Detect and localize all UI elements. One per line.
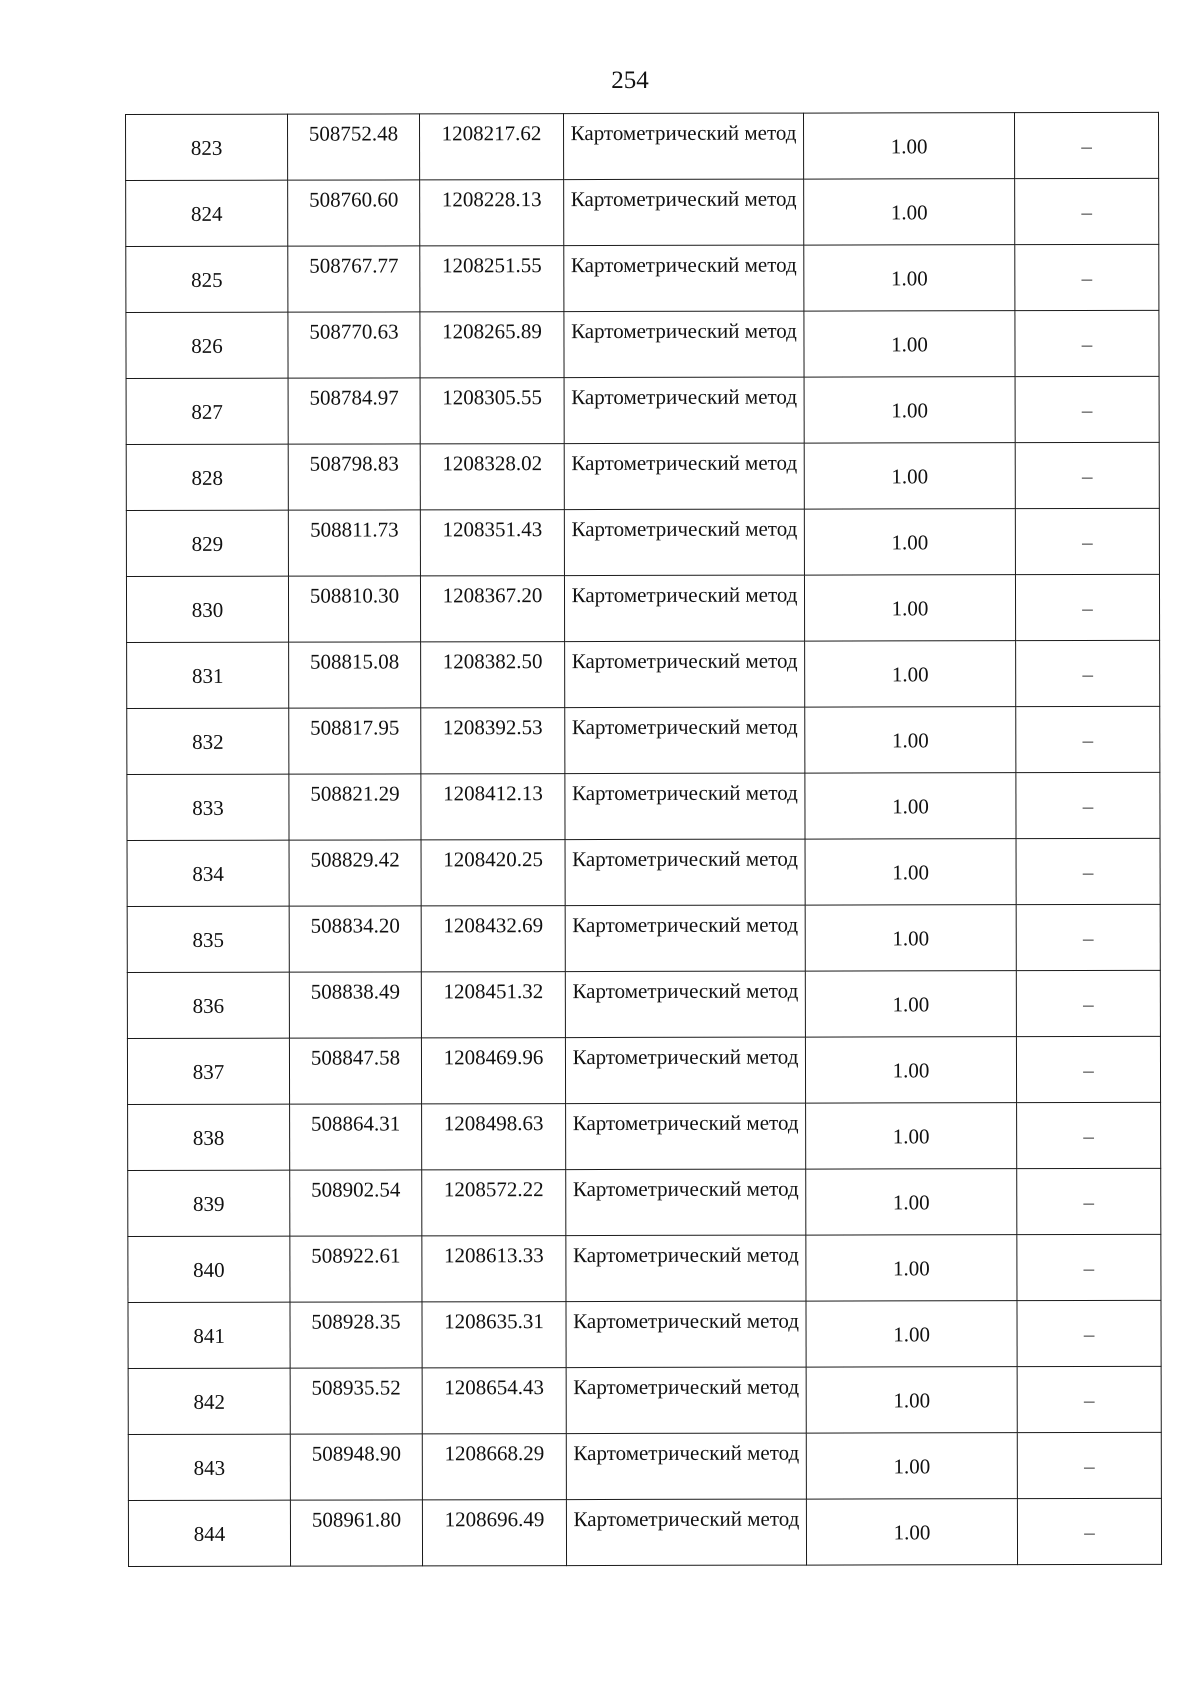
y-coordinate-cell: 1208251.55	[420, 246, 564, 312]
y-coordinate-cell: 1208613.33	[422, 1236, 566, 1302]
point-number-cell: 825	[126, 246, 288, 312]
note-cell: –	[1017, 1498, 1161, 1564]
y-coordinate-cell: 1208265.89	[420, 312, 564, 378]
point-number-cell: 830	[126, 576, 288, 642]
point-number-cell: 841	[128, 1302, 290, 1368]
method-cell: Картометрический метод	[565, 707, 805, 774]
note-cell: –	[1016, 772, 1160, 838]
note-cell: –	[1015, 244, 1159, 310]
point-number-cell: 835	[127, 906, 289, 972]
note-cell: –	[1015, 178, 1159, 244]
table-row	[126, 112, 1159, 180]
table-row	[128, 1498, 1161, 1566]
x-coordinate-cell: 508902.54	[290, 1170, 422, 1236]
x-coordinate-cell: 508760.60	[288, 180, 420, 246]
x-coordinate-cell: 508811.73	[288, 510, 420, 576]
y-coordinate-cell: 1208420.25	[421, 840, 565, 906]
method-cell: Картометрический метод	[566, 1301, 806, 1368]
x-coordinate-cell: 508922.61	[290, 1236, 422, 1302]
y-coordinate-cell: 1208635.31	[422, 1302, 566, 1368]
point-number-cell: 836	[127, 972, 289, 1038]
point-number-cell: 823	[126, 114, 288, 180]
accuracy-cell: 1.00	[805, 707, 1016, 773]
x-coordinate-cell: 508838.49	[289, 972, 421, 1038]
point-number-cell: 829	[126, 510, 288, 576]
accuracy-cell: 1.00	[804, 377, 1015, 443]
table-row	[128, 1300, 1161, 1368]
point-number-cell: 833	[127, 774, 289, 840]
note-cell: –	[1017, 1366, 1161, 1432]
y-coordinate-cell: 1208654.43	[422, 1368, 566, 1434]
method-cell: Картометрический метод	[564, 179, 804, 246]
page-number: 254	[611, 67, 649, 94]
y-coordinate-cell: 1208572.22	[422, 1170, 566, 1236]
accuracy-cell: 1.00	[805, 773, 1016, 839]
y-coordinate-cell: 1208432.69	[421, 906, 565, 972]
note-cell: –	[1016, 904, 1160, 970]
note-cell: –	[1014, 112, 1158, 178]
point-number-cell: 837	[127, 1038, 289, 1104]
table-row	[126, 442, 1159, 510]
method-cell: Картометрический метод	[564, 113, 804, 180]
y-coordinate-cell: 1208392.53	[421, 708, 565, 774]
point-number-cell: 842	[128, 1368, 290, 1434]
note-cell: –	[1016, 838, 1160, 904]
y-coordinate-cell: 1208228.13	[420, 180, 564, 246]
accuracy-cell: 1.00	[805, 1037, 1016, 1103]
point-number-cell: 843	[128, 1434, 290, 1500]
note-cell: –	[1015, 310, 1159, 376]
accuracy-cell: 1.00	[804, 443, 1015, 509]
y-coordinate-cell: 1208451.32	[421, 972, 565, 1038]
accuracy-cell: 1.00	[805, 839, 1016, 905]
x-coordinate-cell: 508948.90	[290, 1434, 422, 1500]
method-cell: Картометрический метод	[565, 773, 805, 840]
x-coordinate-cell: 508928.35	[290, 1302, 422, 1368]
method-cell: Картометрический метод	[566, 1235, 806, 1302]
x-coordinate-cell: 508784.97	[288, 378, 420, 444]
method-cell: Картометрический метод	[564, 509, 804, 576]
y-coordinate-cell: 1208367.20	[420, 576, 564, 642]
table-row	[126, 574, 1159, 642]
accuracy-cell: 1.00	[804, 575, 1015, 641]
table-row	[128, 1102, 1161, 1170]
y-coordinate-cell: 1208382.50	[421, 642, 565, 708]
table-row	[127, 904, 1160, 972]
table-row	[127, 838, 1160, 906]
accuracy-cell: 1.00	[806, 1103, 1017, 1169]
x-coordinate-cell: 508752.48	[288, 114, 420, 180]
accuracy-cell: 1.00	[806, 1367, 1017, 1433]
y-coordinate-cell: 1208217.62	[420, 114, 564, 180]
x-coordinate-cell: 508767.77	[288, 246, 420, 312]
accuracy-cell: 1.00	[804, 311, 1015, 377]
table-row	[128, 1168, 1161, 1236]
note-cell: –	[1015, 574, 1159, 640]
note-cell: –	[1017, 1300, 1161, 1366]
table-row	[128, 1234, 1161, 1302]
table-row	[128, 1432, 1161, 1500]
accuracy-cell: 1.00	[803, 113, 1014, 179]
x-coordinate-cell: 508829.42	[289, 840, 421, 906]
method-cell: Картометрический метод	[564, 443, 804, 510]
method-cell: Картометрический метод	[564, 245, 804, 312]
note-cell: –	[1017, 1168, 1161, 1234]
x-coordinate-cell: 508798.83	[288, 444, 420, 510]
point-number-cell: 828	[126, 444, 288, 510]
table-row	[127, 970, 1160, 1038]
method-cell: Картометрический метод	[566, 1367, 806, 1434]
x-coordinate-cell: 508821.29	[289, 774, 421, 840]
table-row	[128, 1366, 1161, 1434]
table-row	[127, 706, 1160, 774]
point-number-cell: 839	[128, 1170, 290, 1236]
table-row	[126, 244, 1159, 312]
point-number-cell: 832	[127, 708, 289, 774]
y-coordinate-cell: 1208328.02	[420, 444, 564, 510]
table-row	[126, 310, 1159, 378]
x-coordinate-cell: 508935.52	[290, 1368, 422, 1434]
accuracy-cell: 1.00	[805, 905, 1016, 971]
note-cell: –	[1017, 1102, 1161, 1168]
accuracy-cell: 1.00	[805, 971, 1016, 1037]
method-cell: Картометрический метод	[566, 1433, 806, 1500]
note-cell: –	[1016, 706, 1160, 772]
x-coordinate-cell: 508770.63	[288, 312, 420, 378]
accuracy-cell: 1.00	[804, 509, 1015, 575]
y-coordinate-cell: 1208498.63	[422, 1104, 566, 1170]
note-cell: –	[1017, 1432, 1161, 1498]
point-number-cell: 834	[127, 840, 289, 906]
y-coordinate-cell: 1208412.13	[421, 774, 565, 840]
method-cell: Картометрический метод	[566, 1103, 806, 1170]
x-coordinate-cell: 508815.08	[289, 642, 421, 708]
note-cell: –	[1015, 508, 1159, 574]
table-row	[127, 640, 1160, 708]
x-coordinate-cell: 508810.30	[288, 576, 420, 642]
coordinates-table	[125, 112, 1162, 1567]
note-cell: –	[1017, 1234, 1161, 1300]
method-cell: Картометрический метод	[566, 1499, 806, 1566]
note-cell: –	[1016, 1036, 1160, 1102]
y-coordinate-cell: 1208351.43	[420, 510, 564, 576]
x-coordinate-cell: 508864.31	[290, 1104, 422, 1170]
point-number-cell: 838	[128, 1104, 290, 1170]
point-number-cell: 827	[126, 378, 288, 444]
x-coordinate-cell: 508961.80	[290, 1500, 422, 1566]
x-coordinate-cell: 508847.58	[289, 1038, 421, 1104]
accuracy-cell: 1.00	[806, 1235, 1017, 1301]
accuracy-cell: 1.00	[804, 245, 1015, 311]
method-cell: Картометрический метод	[565, 1037, 805, 1104]
accuracy-cell: 1.00	[805, 641, 1016, 707]
table-row	[126, 508, 1159, 576]
y-coordinate-cell: 1208305.55	[420, 378, 564, 444]
method-cell: Картометрический метод	[566, 1169, 806, 1236]
y-coordinate-cell: 1208668.29	[422, 1434, 566, 1500]
point-number-cell: 826	[126, 312, 288, 378]
y-coordinate-cell: 1208696.49	[422, 1500, 566, 1566]
x-coordinate-cell: 508834.20	[289, 906, 421, 972]
note-cell: –	[1015, 376, 1159, 442]
accuracy-cell: 1.00	[806, 1499, 1017, 1565]
accuracy-cell: 1.00	[806, 1169, 1017, 1235]
note-cell: –	[1016, 970, 1160, 1036]
note-cell: –	[1015, 442, 1159, 508]
accuracy-cell: 1.00	[804, 179, 1015, 245]
method-cell: Картометрический метод	[565, 641, 805, 708]
accuracy-cell: 1.00	[806, 1301, 1017, 1367]
method-cell: Картометрический метод	[564, 575, 804, 642]
y-coordinate-cell: 1208469.96	[421, 1038, 565, 1104]
point-number-cell: 831	[127, 642, 289, 708]
note-cell: –	[1016, 640, 1160, 706]
table-row	[127, 1036, 1160, 1104]
method-cell: Картометрический метод	[565, 971, 805, 1038]
method-cell: Картометрический метод	[564, 377, 804, 444]
method-cell: Картометрический метод	[565, 839, 805, 906]
table-row	[126, 178, 1159, 246]
point-number-cell: 824	[126, 180, 288, 246]
table-row	[126, 376, 1159, 444]
method-cell: Картометрический метод	[565, 905, 805, 972]
method-cell: Картометрический метод	[564, 311, 804, 378]
point-number-cell: 840	[128, 1236, 290, 1302]
x-coordinate-cell: 508817.95	[289, 708, 421, 774]
table-row	[127, 772, 1160, 840]
point-number-cell: 844	[128, 1500, 290, 1566]
accuracy-cell: 1.00	[806, 1433, 1017, 1499]
table-body	[126, 112, 1162, 1566]
